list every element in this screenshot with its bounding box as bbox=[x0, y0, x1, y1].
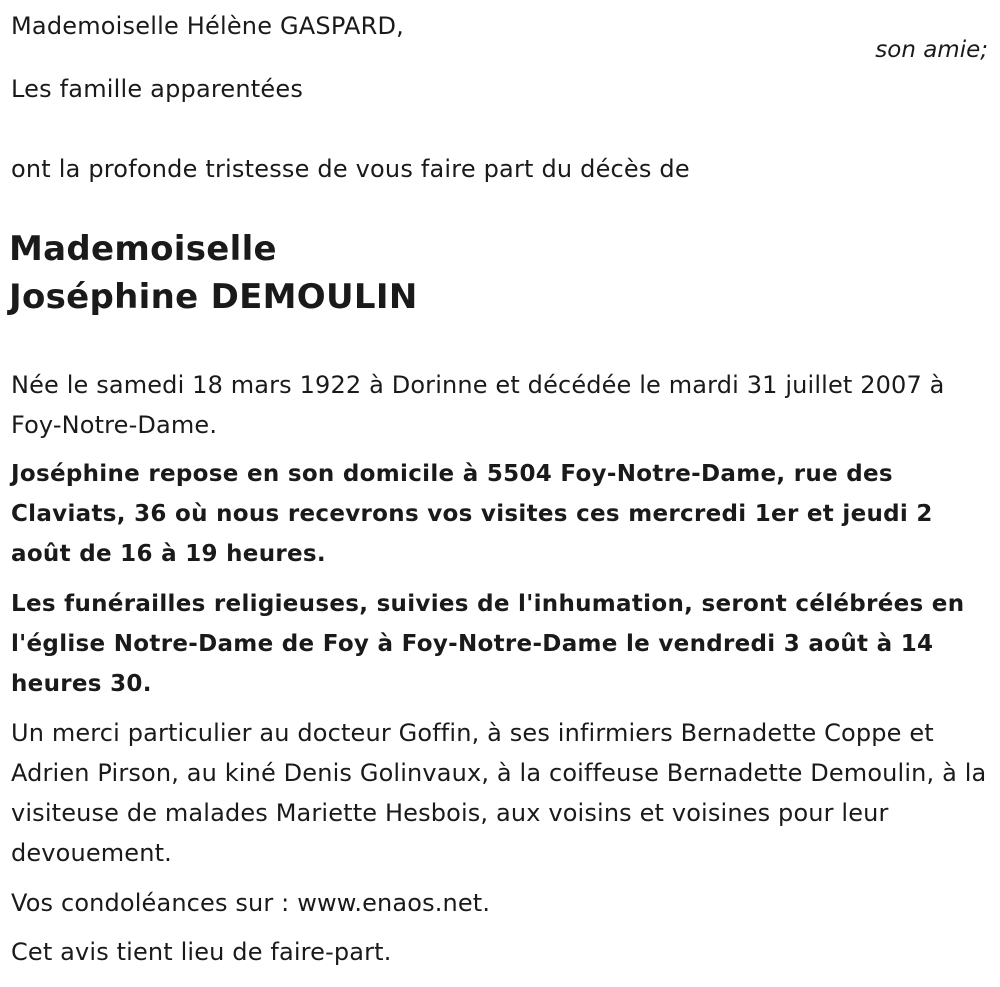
funeral-paragraph: Les funérailles religieuses, suivies de l'inhumation, seront célébrées en l'église Notre-Dame de Foy à Foy-Notre-Dame le vendredi 3 août à 14 heures 30. bbox=[11, 591, 965, 697]
deceased-name-block bbox=[9, 225, 418, 321]
condolences-line: Vos condoléances sur : www.enaos.net. bbox=[11, 889, 491, 917]
header-line-2: Les famille apparentées bbox=[11, 75, 304, 103]
deceased-name: Joséphine DEMOULIN bbox=[9, 277, 418, 317]
visitation-paragraph: Joséphine repose en son domicile à 5504 Foy-Notre-Dame, rue des Claviats, 36 où nous recevrons vos visites ces mercredi 1er et jeudi 2 août de 16 à 19 heures. bbox=[11, 461, 933, 567]
closing-line: Cet avis tient lieu de faire-part. bbox=[11, 938, 392, 966]
thanks-paragraph: Un merci particulier au docteur Goffin, à ses infirmiers Bernadette Coppe et Adrien Pirson, au kiné Denis Golinvaux, à la coiffeuse Bernadette Demoulin, à la visiteuse de malades Mariette Hesbois, aux voisins et voisines pour leur devouement. bbox=[11, 719, 987, 867]
announcement-text: ont la profonde tristesse de vous faire part du décès de bbox=[11, 155, 690, 183]
deceased-title: Mademoiselle bbox=[9, 229, 277, 269]
birth-death-paragraph: Née le samedi 18 mars 1922 à Dorinne et décédée le mardi 31 juillet 2007 à Foy-Notre-Dame. bbox=[11, 371, 945, 439]
header-line-1: Mademoiselle Hélène GASPARD, bbox=[11, 12, 404, 40]
header-relation-note: son amie; bbox=[875, 37, 988, 63]
